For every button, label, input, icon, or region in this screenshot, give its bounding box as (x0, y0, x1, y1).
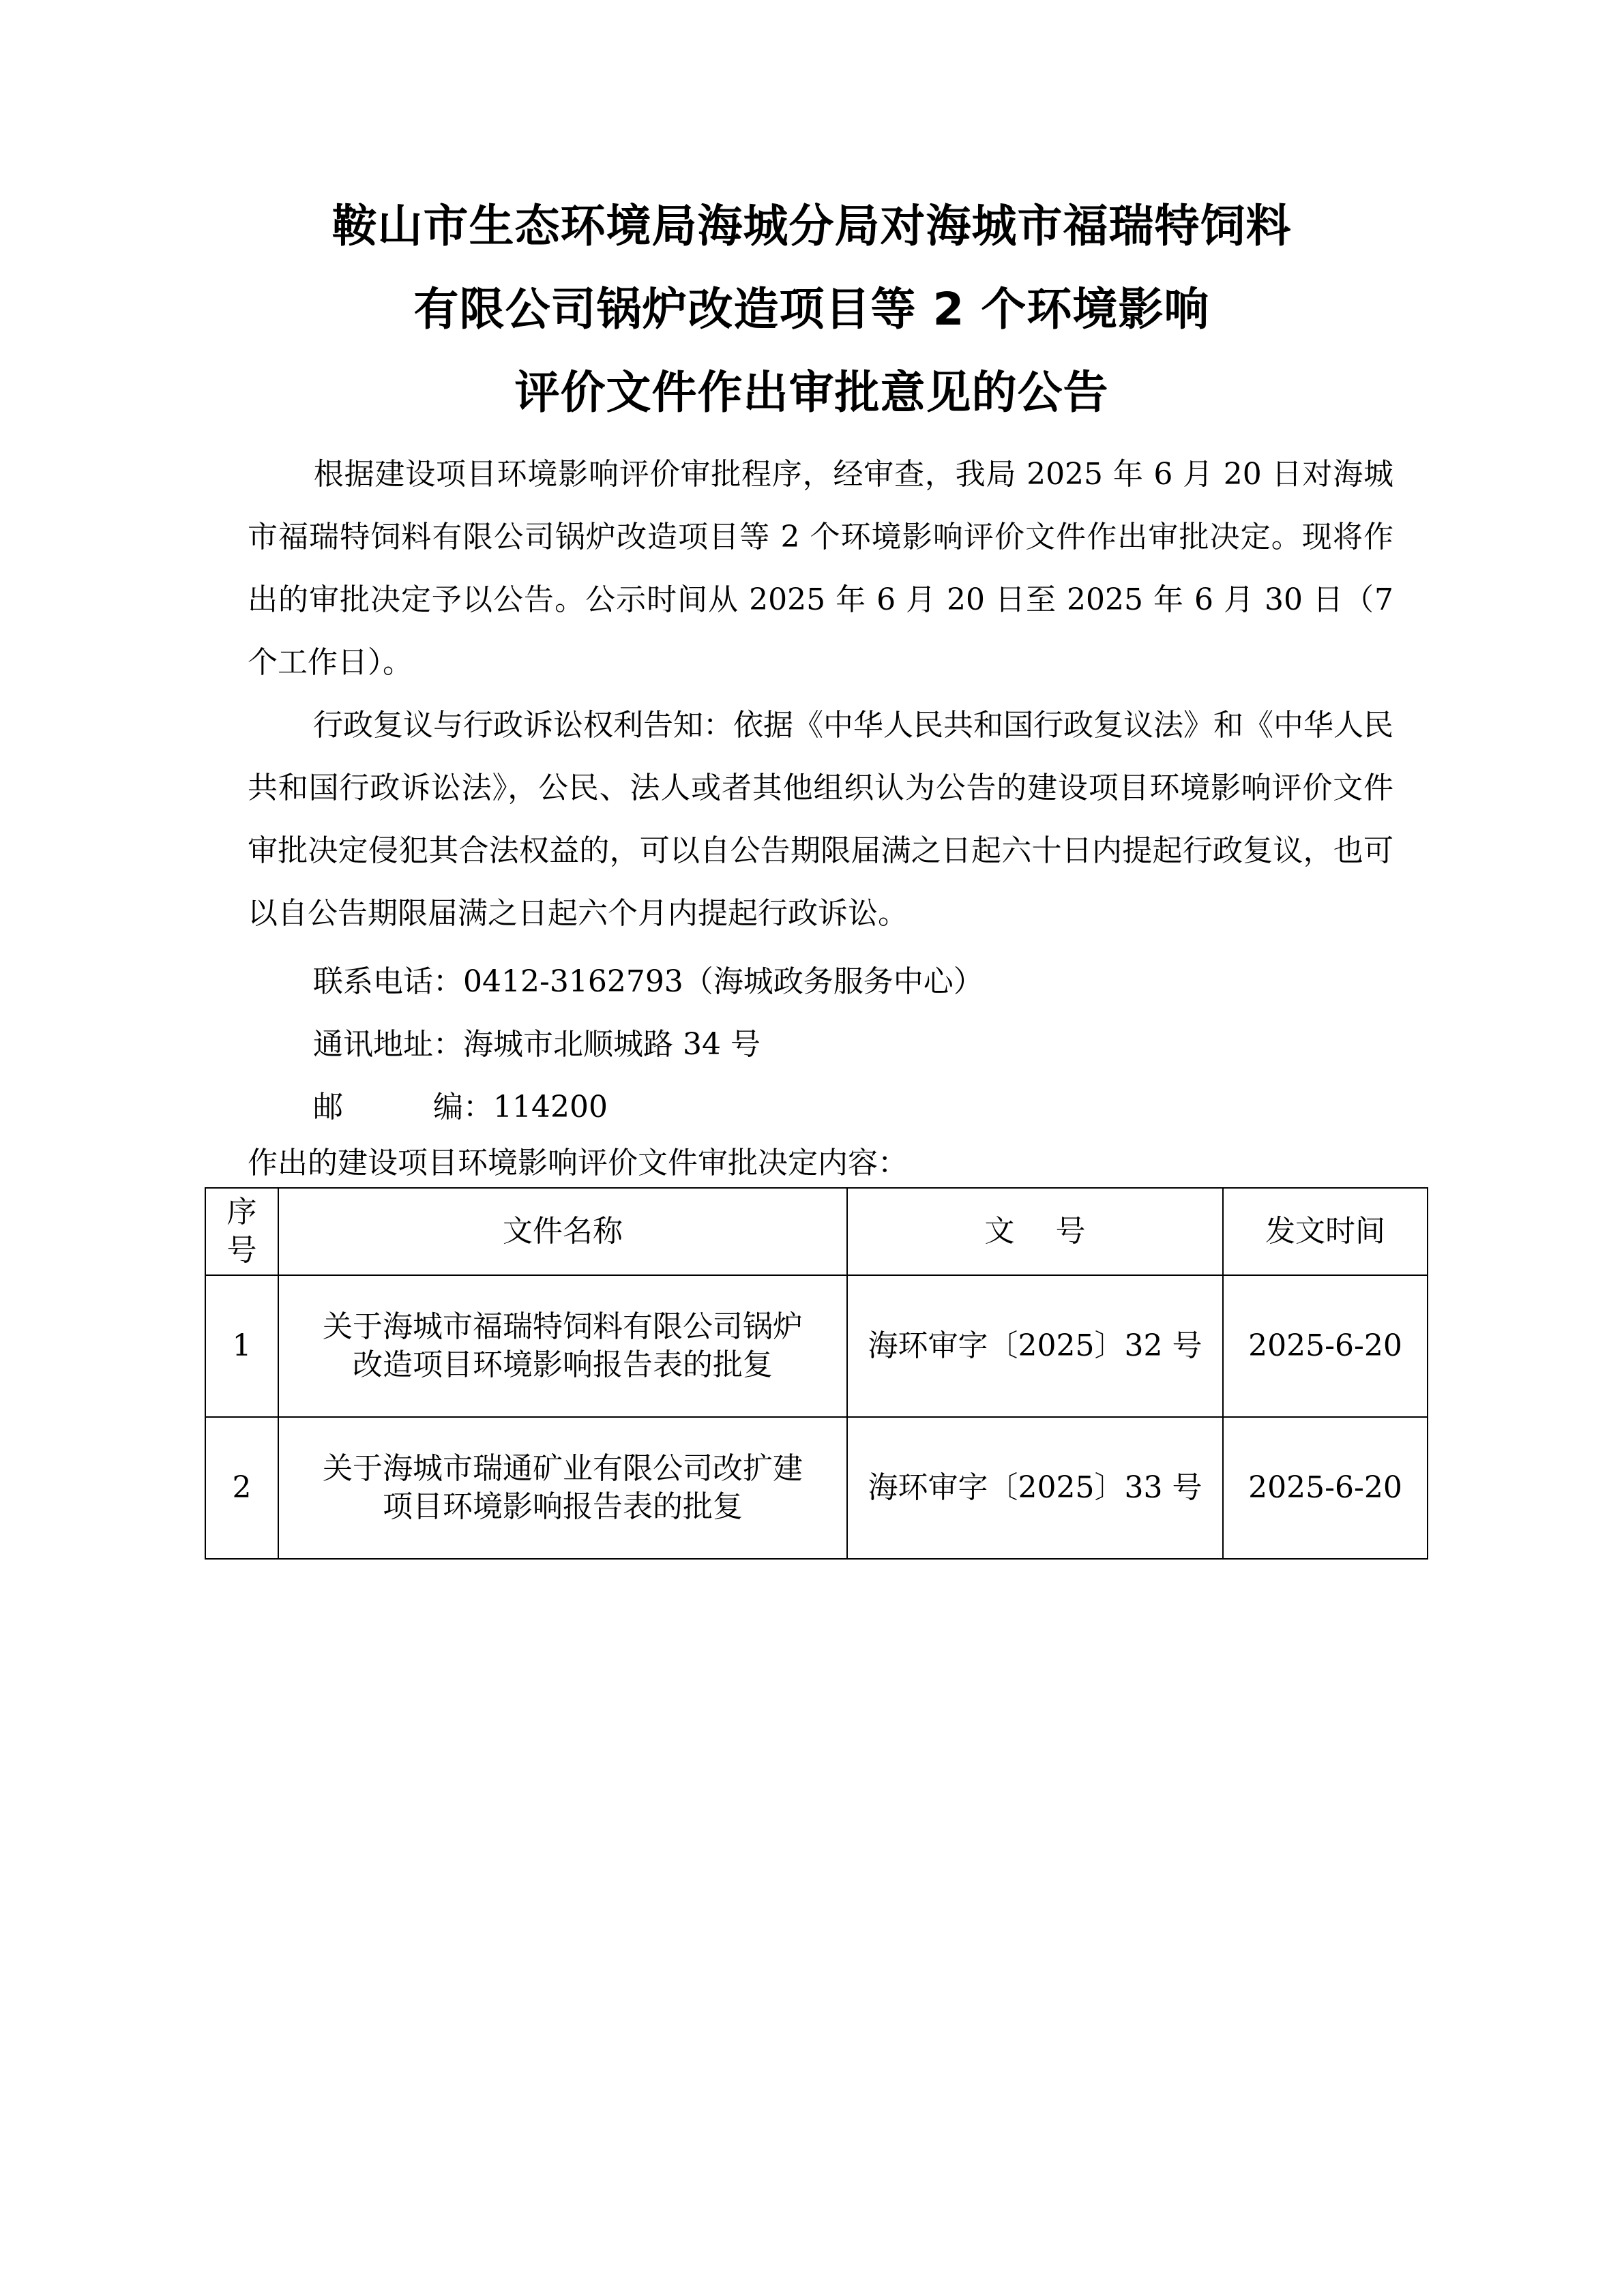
contact-phone-label: 联系电话： (313, 964, 463, 999)
header-seq-char-1: 序 (226, 1195, 257, 1229)
header-doc-no-text: 文号 (984, 1214, 1127, 1249)
approval-paragraph-text: 根据建设项目环境影响评价审批程序，经审查，我局 2025 年 6 月 20 日对海城市福瑞特饲料有限公司锅炉改造项目等 2 个环境影响评价文件作出审批决定。现将作出的审批决定予以公告。公示时间从 2025 年 6 月 20 日至 2025 年 6 月 30 日（7 个工作日）。 (248, 457, 1393, 680)
cell-doc-no: 海环审字〔2025〕33 号 (847, 1417, 1223, 1559)
contact-phone-value: 0412-3162793（海城政务服务中心） (463, 964, 984, 999)
cell-file-name-line-1: 关于海城市瑞通矿业有限公司改扩建 (323, 1451, 803, 1486)
approval-paragraph (248, 443, 1393, 694)
approval-decisions-table (205, 1187, 1428, 1560)
cell-seq: 1 (205, 1275, 278, 1417)
cell-issue-date: 2025-6-20 (1223, 1275, 1428, 1417)
cell-doc-no: 海环审字〔2025〕32 号 (847, 1275, 1223, 1417)
contact-address-value: 海城市北顺城路 34 号 (463, 1027, 761, 1062)
rights-notice-paragraph-text: 行政复议与行政诉讼权利告知：依据《中华人民共和国行政复议法》和《中华人民共和国行政诉讼法》，公民、法人或者其他组织认为公告的建设项目环境影响评价文件审批决定侵犯其合法权益的，可以自公告期限届满之日起六十日内提起行政复议，也可以自公告期限届满之日起六个月内提起行政诉讼。 (248, 708, 1393, 931)
header-doc-no (847, 1188, 1223, 1275)
header-file-name: 文件名称 (278, 1188, 847, 1275)
postcode-label-part-1: 邮 (313, 1090, 343, 1124)
document-title-line-1: 鞍山市生态环境局海城分局对海城市福瑞特饲料 (331, 200, 1292, 252)
cell-seq: 2 (205, 1417, 278, 1559)
contact-postcode (313, 1087, 608, 1128)
cell-issue-date: 2025-6-20 (1223, 1417, 1428, 1559)
rights-notice-paragraph (248, 694, 1393, 945)
contact-postcode-value: 114200 (493, 1090, 608, 1124)
cell-file-name (278, 1275, 847, 1417)
table-row (205, 1417, 1428, 1559)
contact-phone (313, 961, 984, 1002)
cell-file-name-line-1: 关于海城市福瑞特饲料有限公司锅炉 (323, 1309, 803, 1344)
cell-file-name-line-2: 项目环境影响报告表的批复 (383, 1489, 743, 1524)
table-header-row (205, 1188, 1428, 1275)
header-seq-char-2: 号 (226, 1233, 257, 1268)
cell-file-name (278, 1417, 847, 1559)
cell-file-name-line-2: 改造项目环境影响报告表的批复 (353, 1347, 773, 1382)
contact-address (313, 1024, 761, 1065)
document-title-line-3: 评价文件作出审批意见的公告 (514, 366, 1109, 419)
document-title-line-2: 有限公司锅炉改造项目等 2 个环境影响 (413, 283, 1210, 336)
table-row (205, 1275, 1428, 1417)
contact-address-label: 通讯地址： (313, 1027, 463, 1062)
header-seq (205, 1188, 278, 1275)
table-caption: 作出的建设项目环境影响评价文件审批决定内容： (248, 1146, 908, 1180)
contact-postcode-label (313, 1087, 493, 1128)
postcode-label-part-2: 编： (433, 1090, 493, 1124)
header-issue-date: 发文时间 (1223, 1188, 1428, 1275)
